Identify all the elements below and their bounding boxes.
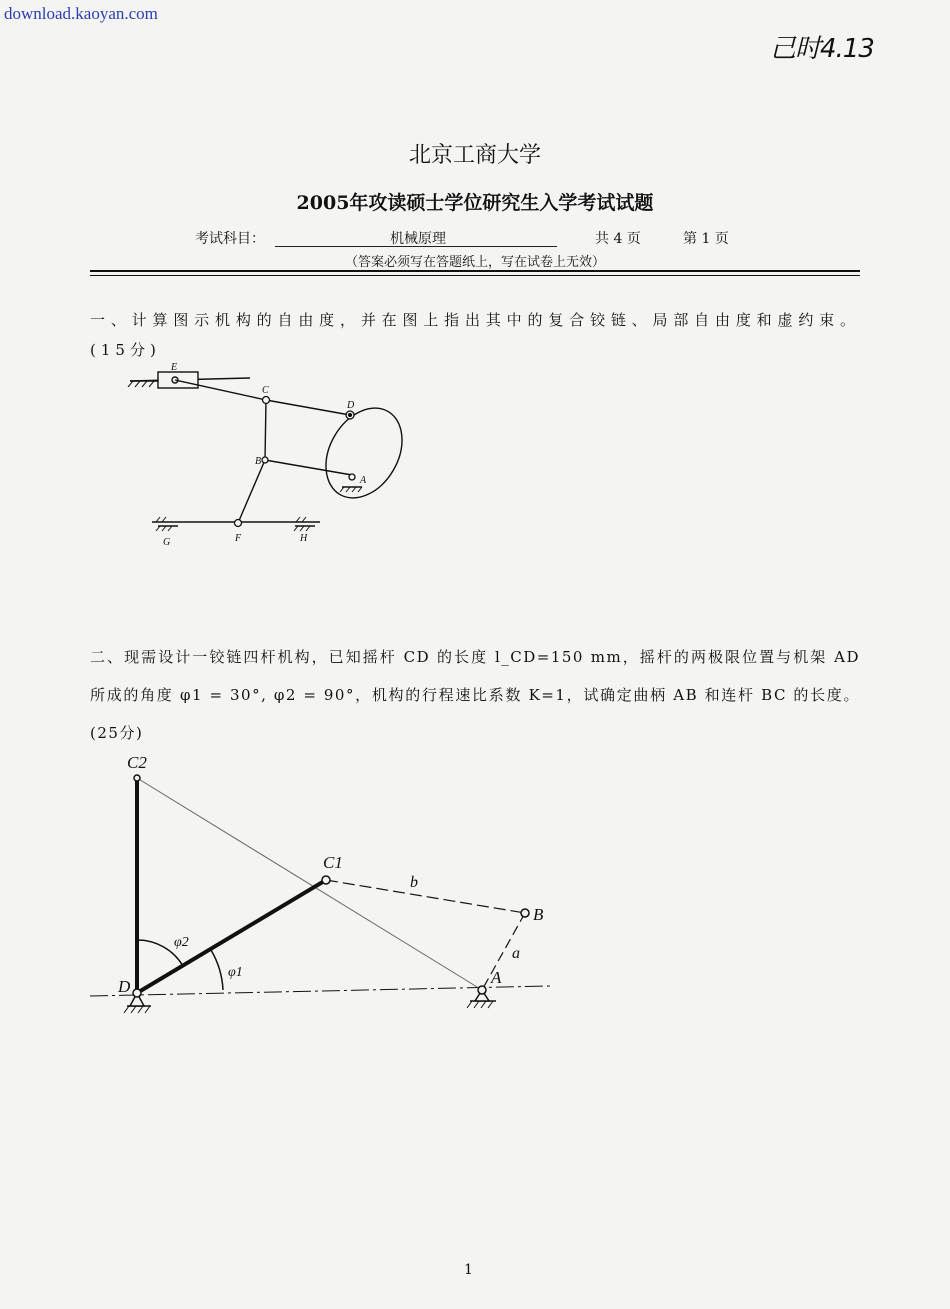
fig1-label-c: C: [262, 385, 269, 396]
watermark-text: download.kaoyan.com: [4, 4, 158, 23]
handwritten-mark: 己时4.13: [770, 34, 874, 64]
subject-value: 机械原理: [390, 231, 446, 247]
fig1-label-e: E: [171, 362, 178, 373]
fig2-label-b: B: [533, 905, 544, 924]
fig2-label-a: A: [491, 968, 502, 987]
fig1-label-f: F: [235, 533, 242, 544]
school-name: 北京工商大学: [408, 143, 541, 168]
answer-note: （答案必须写在答题纸上，写在试卷上无效）: [344, 255, 605, 270]
question-1-text: 一、计算图示机构的自由度，并在图上指出其中的复合铰链、局部自由度和虚约束。(15分): [90, 311, 860, 359]
page-number: 1: [464, 1262, 473, 1278]
subject-label: 考试科目：: [195, 231, 265, 247]
fig2-label-c2: C2: [127, 753, 147, 772]
fig1-label-b: B: [255, 456, 262, 467]
fig2-label-phi1: φ1: [228, 965, 243, 980]
exam-title: 2005年攻读硕士学位研究生入学考试试题: [296, 192, 654, 214]
fig2-label-d: D: [118, 977, 131, 996]
fig2-label-a-lower: a: [512, 945, 520, 962]
fig1-label-g: G: [163, 537, 171, 548]
fig2-label-b-lower: b: [410, 874, 418, 891]
fig1-label-a: A: [360, 475, 367, 486]
question-2-text: 二、现需设计一铰链四杆机构，已知摇杆 CD 的长度 l_CD=150 mm，摇杆的两极限位置与机架 AD 所成的角度 φ1 = 30°, φ2 = 90°，机构的行程速比系数 K=1，试确定曲柄 AB 和连杆 BC 的长度。(25分): [90, 648, 860, 742]
page-current: 第 1 页: [683, 231, 729, 247]
pages-total: 共 4 页: [595, 231, 641, 247]
fig2-label-c1: C1: [323, 853, 343, 872]
fig2-label-phi2: φ2: [174, 935, 189, 950]
fig1-label-d: D: [347, 400, 355, 411]
fig1-label-h: H: [300, 533, 308, 544]
